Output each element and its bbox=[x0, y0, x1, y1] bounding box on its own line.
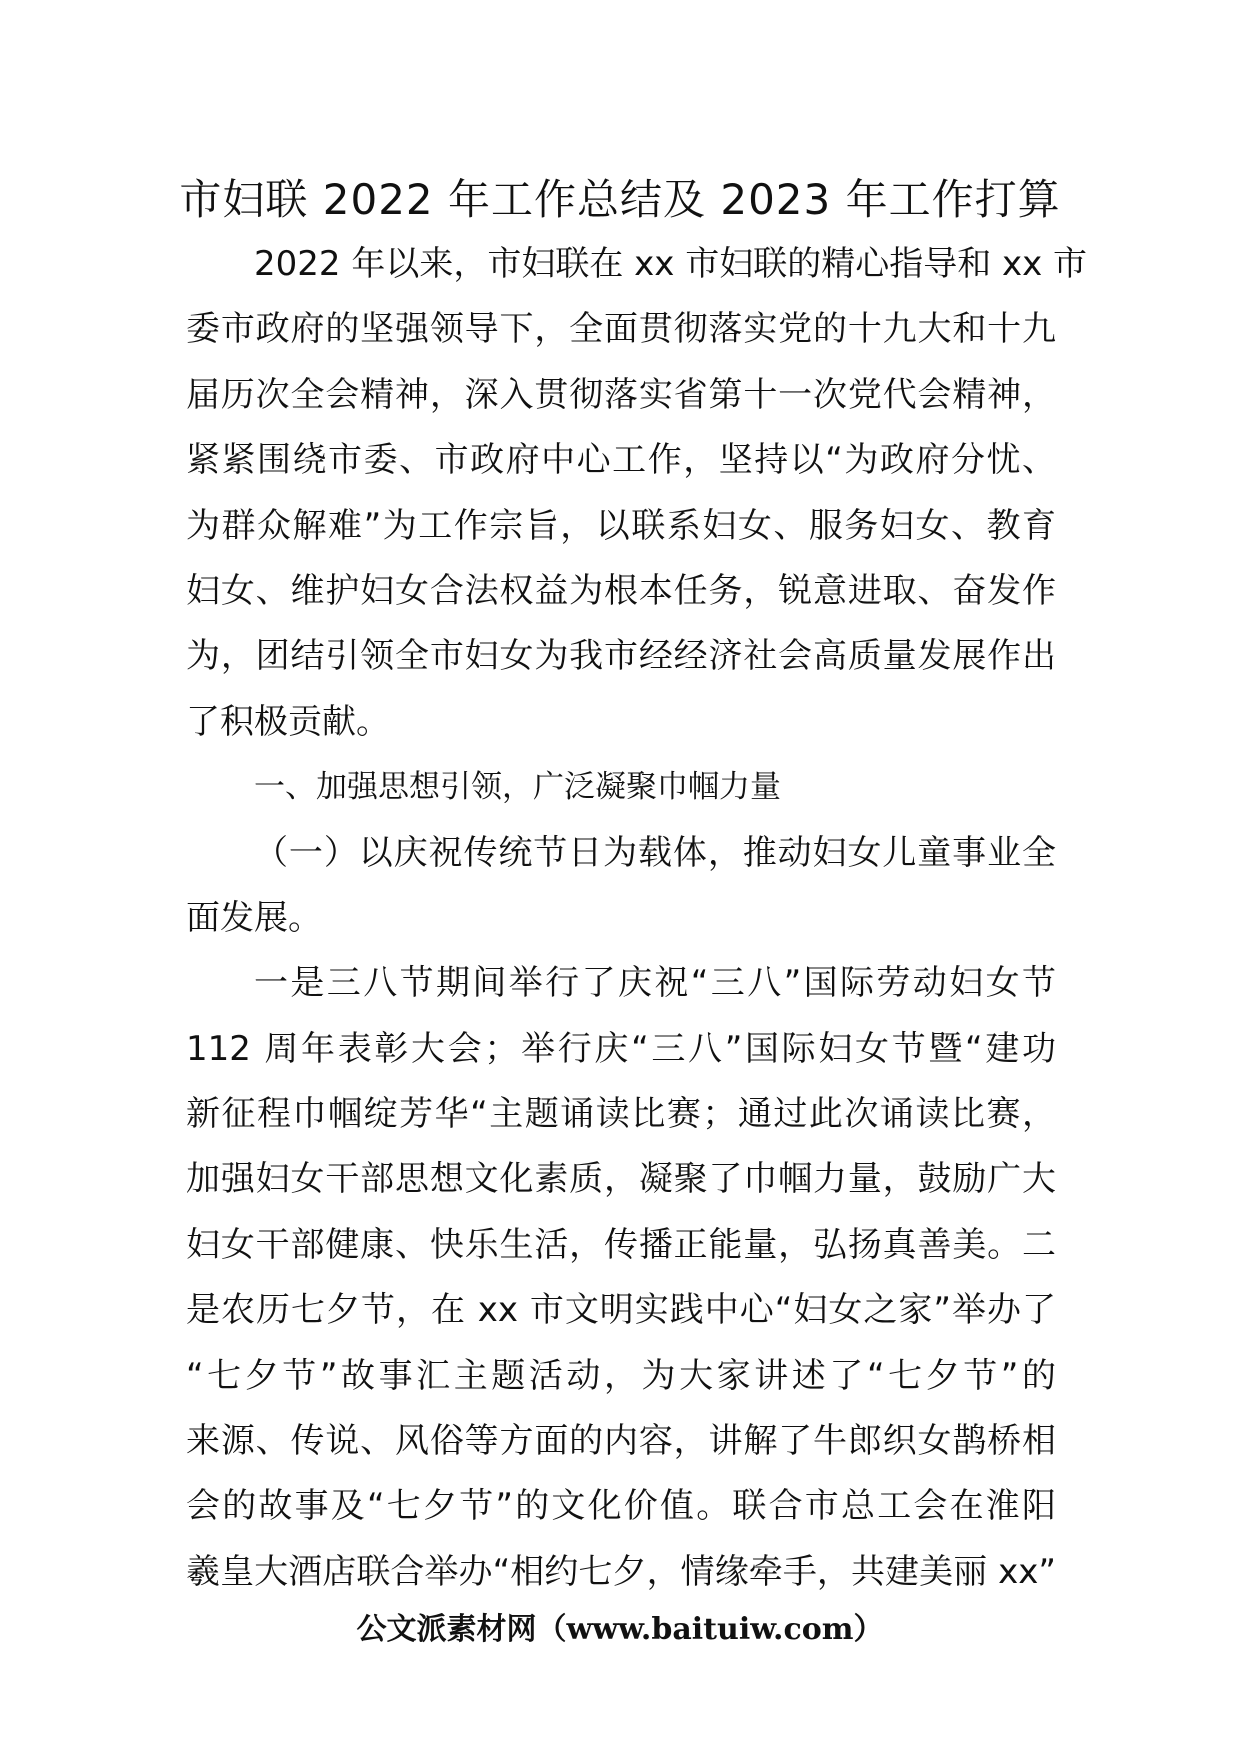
paragraph-line: 了积极贡献。 bbox=[186, 701, 390, 742]
footer-watermark: 公文派素材网（www.baituiw.com） bbox=[356, 1612, 884, 1647]
document-body bbox=[186, 232, 1088, 1605]
section-heading: 一、加强思想引领，广泛凝聚巾帼力量 bbox=[254, 769, 781, 806]
paragraph-line: 为群众解难”为工作宗旨，以联系妇女、服务妇女、教育 bbox=[186, 505, 1056, 546]
subsection-heading: （一）以庆祝传统节日为载体，推动妇女儿童事业全 bbox=[254, 832, 1056, 873]
paragraph-line: 来源、传说、风俗等方面的内容，讲解了牛郎织女鹊桥相 bbox=[186, 1421, 1056, 1462]
paragraph-line: 委市政府的坚强领导下，全面贯彻落实党的十九大和十九 bbox=[186, 309, 1056, 350]
paragraph-line: 112 周年表彰大会；举行庆“三八”国际妇女节暨“建功 bbox=[186, 1028, 1056, 1069]
paragraph-line: 妇女干部健康、快乐生活，传播正能量，弘扬真善美。二 bbox=[186, 1224, 1056, 1265]
subsection-heading-line: 面发展。 bbox=[186, 897, 322, 938]
paragraph-line: 羲皇大酒店联合举办“相约七夕，情缘牵手，共建美丽 xx” bbox=[186, 1551, 1056, 1592]
paragraph-line: 为，团结引领全市妇女为我市经经济社会高质量发展作出 bbox=[186, 636, 1056, 677]
paragraph-line: 紧紧围绕市委、市政府中心工作，坚持以“为政府分忧、 bbox=[186, 440, 1056, 481]
paragraph-line: 新征程巾帼绽芳华“主题诵读比赛；通过此次诵读比赛， bbox=[186, 1094, 1056, 1135]
paragraph-line: 加强妇女干部思想文化素质，凝聚了巾帼力量，鼓励广大 bbox=[186, 1159, 1056, 1200]
paragraph-line: 届历次全会精神，深入贯彻落实省第十一次党代会精神， bbox=[186, 374, 1056, 415]
paragraph-line: 是农历七夕节，在 xx 市文明实践中心“妇女之家”举办了 bbox=[186, 1290, 1056, 1331]
paragraph-line: 2022 年以来，市妇联在 xx 市妇联的精心指导和 xx 市 bbox=[254, 244, 1088, 284]
paragraph-line: 一是三八节期间举行了庆祝“三八”国际劳动妇女节 bbox=[254, 963, 1056, 1004]
paragraph-line: 妇女、维护妇女合法权益为根本任务，锐意进取、奋发作 bbox=[186, 570, 1056, 611]
document-title: 市妇联 2022 年工作总结及 2023 年工作打算 bbox=[179, 175, 1061, 224]
paragraph-line: 会的故事及“七夕节”的文化价值。联合市总工会在淮阳 bbox=[186, 1486, 1056, 1527]
paragraph-line: “七夕节”故事汇主题活动，为大家讲述了“七夕节”的 bbox=[186, 1355, 1056, 1396]
